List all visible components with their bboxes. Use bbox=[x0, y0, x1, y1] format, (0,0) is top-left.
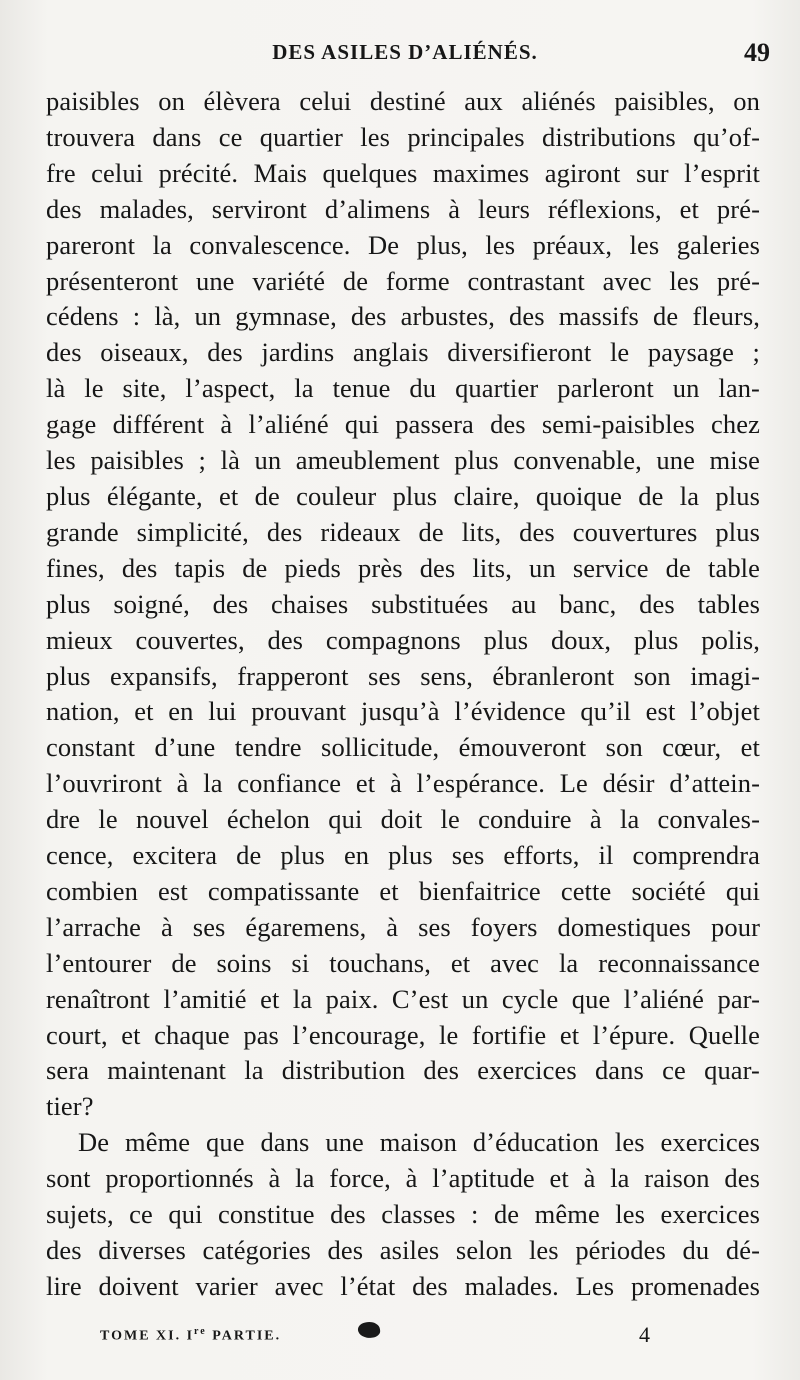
text-line: mieux couvertes, des compagnons plus doux, plus polis, bbox=[46, 624, 760, 655]
text-line: là le site, l’aspect, la tenue du quartier parleront un lan- bbox=[46, 373, 760, 404]
text-line: plus soigné, des chaises substituées au banc, des tables bbox=[46, 588, 760, 619]
text-line: cence, excitera de plus en plus ses efforts, il comprendra bbox=[46, 840, 760, 871]
page-number: 49 bbox=[744, 38, 770, 67]
signature-main: TOME XI. I bbox=[100, 1328, 195, 1344]
text-line: l’entourer de soins si touchans, et avec la reconnaissance bbox=[46, 947, 760, 978]
text-line: fre celui précité. Mais quelques maximes agiront sur l’esprit bbox=[46, 157, 760, 188]
text-line: gage différent à l’aliéné qui passera des semi-paisibles chez bbox=[46, 409, 760, 440]
text-line: fines, des tapis de pieds près des lits, un service de table bbox=[46, 552, 760, 583]
text-line: renaîtront l’amitié et la paix. C’est un cycle que l’aliéné par- bbox=[46, 983, 760, 1014]
text-line: dre le nouvel échelon qui doit le conduire à la convales- bbox=[46, 804, 760, 835]
signature-superscript: re bbox=[194, 1326, 207, 1337]
text-line: trouvera dans ce quartier les principales distributions qu’of- bbox=[46, 121, 760, 152]
text-line: présenteront une variété de forme contrastant avec les pré- bbox=[46, 265, 760, 296]
text-line: sujets, ce qui constitue des classes : de même les exercices bbox=[46, 1199, 760, 1230]
body-text bbox=[46, 84, 760, 1305]
text-line: les paisibles ; là un ameublement plus convenable, une mise bbox=[46, 445, 760, 476]
text-line: sera maintenant la distribution des exercices dans ce quar- bbox=[46, 1055, 760, 1086]
text-line: des diverses catégories des asiles selon les périodes du dé- bbox=[46, 1235, 760, 1265]
text-line: De même que dans une maison d’éducation les exercices bbox=[78, 1127, 760, 1158]
text-line: des malades, serviront d’alimens à leurs réflexions, et pré- bbox=[46, 193, 760, 224]
page-footer bbox=[100, 1322, 660, 1352]
text-line: l’arrache à ses égaremens, à ses foyers domestiques pour bbox=[46, 911, 760, 942]
text-line: plus élégante, et de couleur plus claire, quoique de la plus bbox=[46, 480, 760, 511]
text-line: paisibles on élèvera celui destiné aux aliénés paisibles, on bbox=[46, 86, 760, 116]
text-line: plus expansifs, frapperont ses sens, ébranleront son imagi- bbox=[46, 660, 760, 691]
running-title: DES ASILES D’ALIÉNÉS. bbox=[272, 40, 538, 64]
text-line: combien est compatissante et bienfaitrice cette société qui bbox=[46, 875, 760, 906]
text-line: court, et chaque pas l’encourage, le fortifie et l’épure. Quelle bbox=[46, 1019, 760, 1050]
signature-mark bbox=[100, 1326, 281, 1345]
text-line: sont proportionnés à la force, à l’aptitude et à la raison des bbox=[46, 1163, 760, 1194]
text-line: tier? bbox=[46, 1091, 94, 1122]
sheet-number: 4 bbox=[639, 1322, 650, 1347]
text-line: cédens : là, un gymnase, des arbustes, des massifs de fleurs, bbox=[46, 301, 760, 332]
text-line: constant d’une tendre sollicitude, émouveront son cœur, et bbox=[46, 732, 760, 763]
text-line: des oiseaux, des jardins anglais diversifieront le paysage ; bbox=[46, 337, 760, 368]
text-line: pareront la convalescence. De plus, les préaux, les galeries bbox=[46, 229, 760, 260]
text-line: nation, et en lui prouvant jusqu’à l’évidence qu’il est l’objet bbox=[46, 696, 760, 727]
page-header bbox=[40, 36, 770, 76]
text-line: grande simplicité, des rideaux de lits, des couvertures plus bbox=[46, 516, 760, 547]
text-line: lire doivent varier avec l’état des malades. Les promenades bbox=[46, 1270, 760, 1301]
signature-rest: PARTIE. bbox=[206, 1328, 282, 1344]
text-line: l’ouvriront à la confiance et à l’espérance. Le désir d’attein- bbox=[46, 768, 760, 799]
ink-blot-icon bbox=[357, 1321, 381, 1339]
